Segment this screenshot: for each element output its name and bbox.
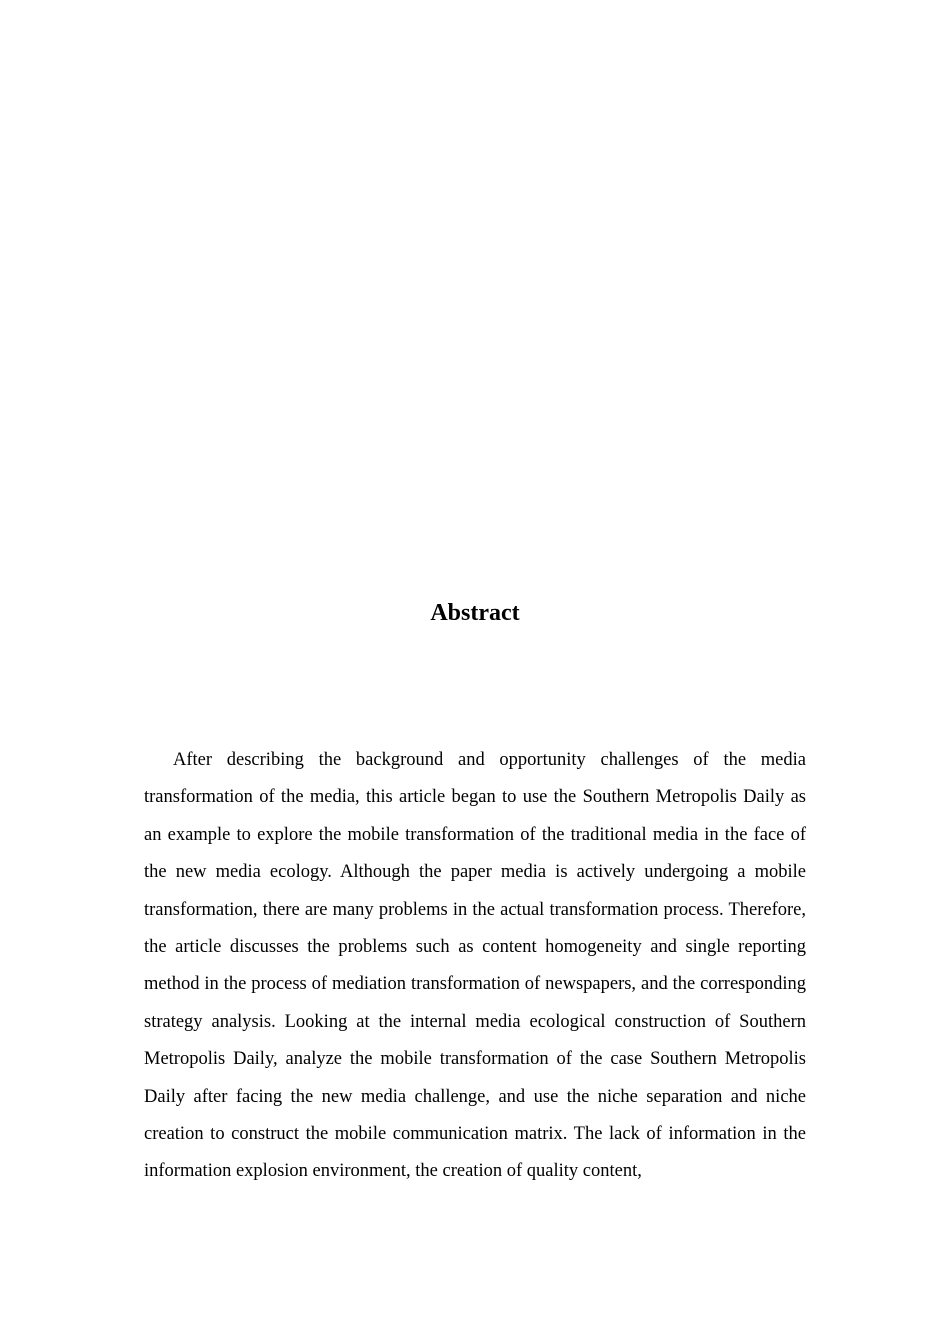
abstract-heading: Abstract <box>430 600 520 626</box>
abstract-paragraph: After describing the background and opportunity challenges of the media transformation of the media, this article began to use the Southern Metropolis Daily as an example to explore the mobile transformation of the traditional media in the face of the new media ecology. Although the paper media is actively undergoing a mobile transformation, there are many problems in the actual transformation process. Therefore, the article discusses the problems such as content homogeneity and single reporting method in the process of mediation transformation of newspapers, and the corresponding strategy analysis. Looking at the internal media ecological construction of Southern Metropolis Daily, analyze the mobile transformation of the case Southern Metropolis Daily after facing the new media challenge, and use the niche separation and niche creation to construct the mobile communication matrix. The lack of information in the information explosion environment, the creation of quality content, <box>144 750 806 1182</box>
